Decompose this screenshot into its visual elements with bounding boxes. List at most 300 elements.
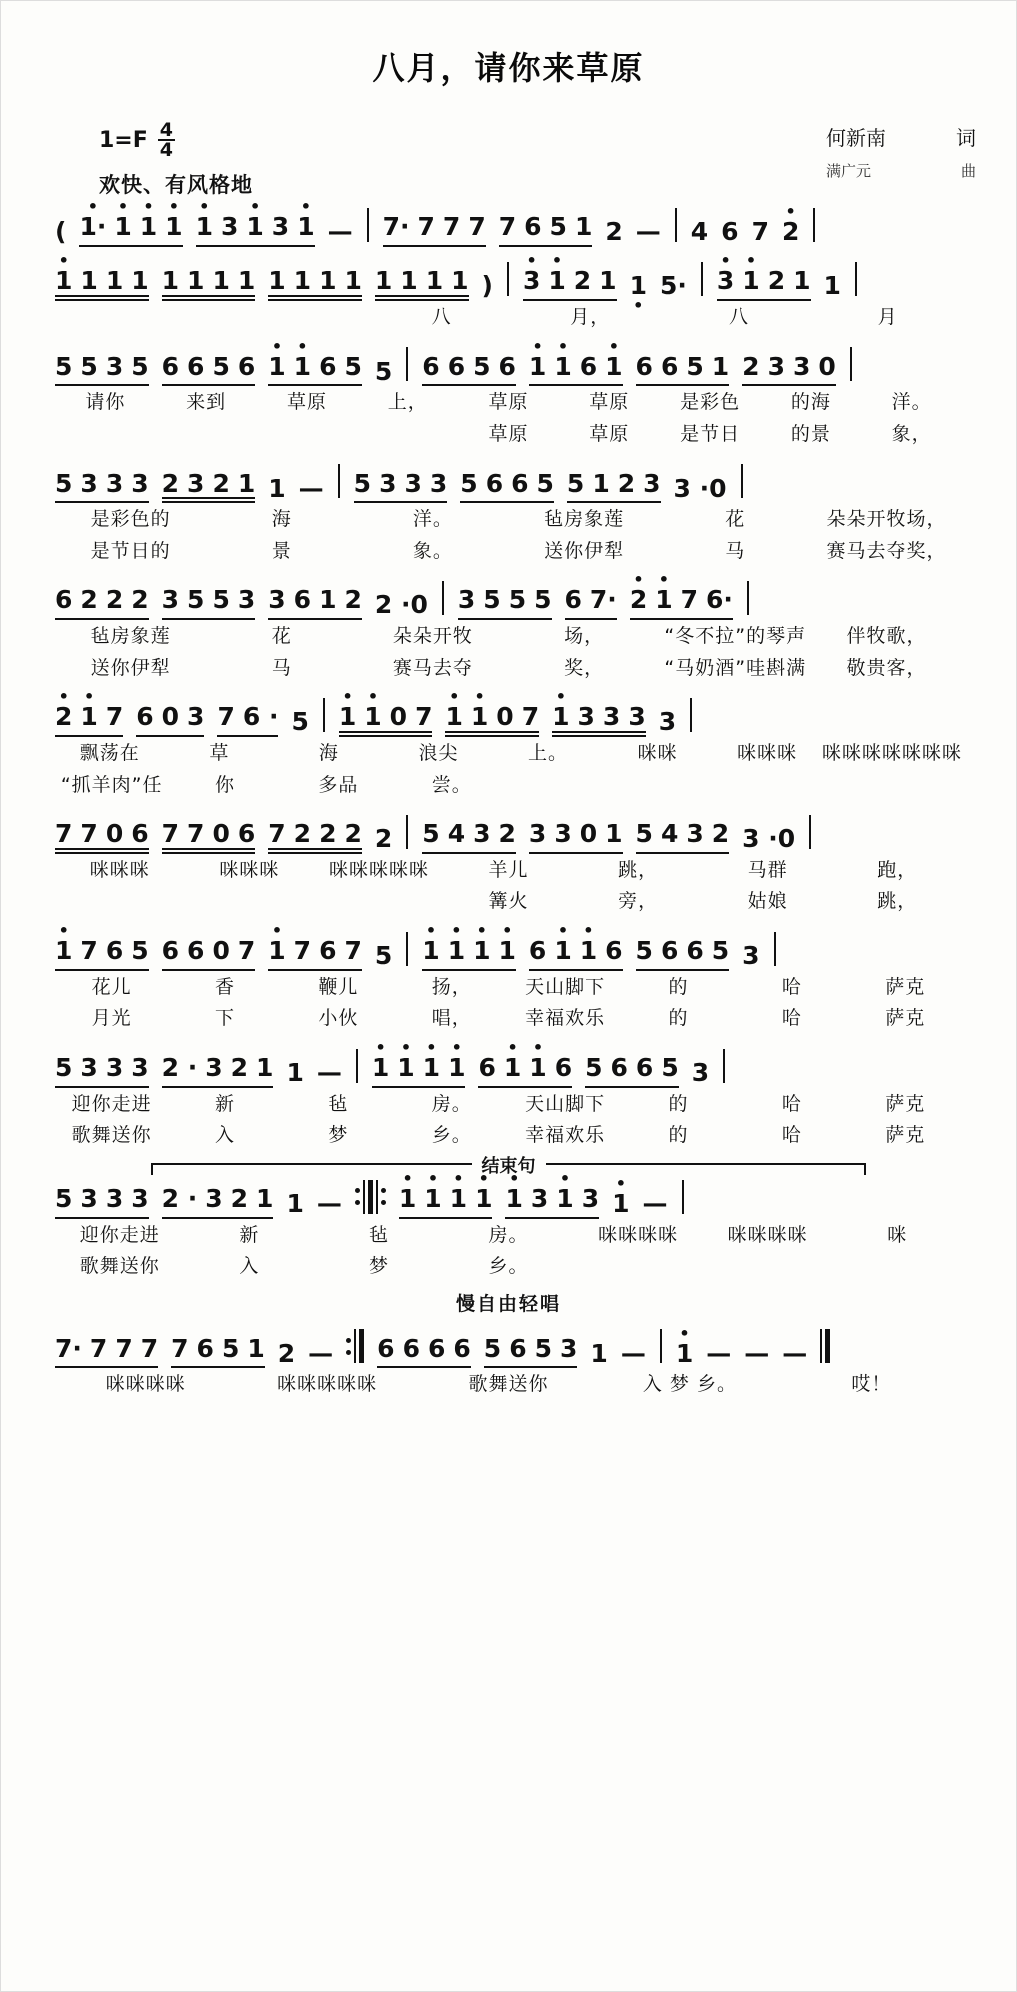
note: 5 [566,468,585,498]
note: 6 [422,351,440,381]
note: • 1 [422,937,439,966]
note: 0 [161,702,180,732]
note: 7 [161,819,180,849]
lyric-word [156,420,257,449]
note-group [55,353,149,387]
note-group [529,353,623,387]
note-group [529,820,623,854]
note: 7 [171,1333,189,1363]
note: 2 [344,819,362,849]
note: • 1 [499,937,516,966]
note: 3 [628,702,646,732]
lyric-word: 伴牧歌， [846,625,927,648]
note: 3 [205,1183,223,1213]
note-group [552,703,646,737]
hold-dash: — [298,473,324,503]
repeat-thin-bar [376,1180,378,1214]
note: • 1 [554,937,571,966]
music-system-2 [45,251,972,334]
note: 0 [496,702,514,732]
note: 6 [131,819,149,849]
note: 3 [560,1333,578,1363]
note-group [399,1185,493,1219]
note: • 1 [448,1054,465,1083]
notation-row [45,927,972,971]
note-group [372,1054,466,1088]
note: 3 ·0 [673,473,727,503]
note: • 1 [448,937,465,966]
lyric-word [55,303,367,332]
note: 1 [574,212,593,242]
note: 6 [237,351,256,381]
note: 5 [291,707,309,737]
note: 6 [660,351,679,381]
note: 3 [429,468,448,498]
note: • 1 [294,353,311,382]
note: 5 [212,585,230,615]
lyric-word: 来到 [186,391,227,414]
measure [373,213,671,247]
note-group [55,1335,158,1369]
note: 7 [140,1333,159,1363]
note: • 1 [397,1054,414,1083]
credit-composer-name: 满广元 [826,162,872,180]
note: 2 · [161,1183,198,1213]
lyric-word [185,887,315,916]
lyric-word: 哈 [781,1124,802,1147]
note: 5 [549,212,567,242]
note: 1 [247,1333,265,1363]
lyrics-row [45,769,972,800]
paren-open: ( [55,217,67,247]
note: 6 [524,212,542,242]
note-group [55,703,123,737]
note: • 1 [605,353,622,382]
note: 1 [286,1188,304,1218]
note-group [717,267,811,301]
hold-dash: — [744,1338,770,1368]
music-system-11 [45,1318,972,1401]
measure [389,1185,678,1219]
notation-row [45,576,972,620]
lyric-word: “马奶酒”哇斟满 [664,656,807,679]
measure [45,267,503,301]
hold-dash: — [316,1057,342,1087]
note: 1 [161,266,180,296]
note: 6 · [242,702,279,732]
note: 2 [498,819,516,849]
note-group [55,937,149,971]
note: • 1 [268,353,285,382]
note: • 1 [423,1054,440,1083]
note: • 1· [79,213,106,242]
lyric-word: 草原 [488,422,529,445]
lyric-word: 的 [668,1092,689,1115]
note: 3 [105,468,124,498]
note: 6 [402,1333,420,1363]
note: 5 [374,356,393,386]
note-group [529,937,623,971]
note: • 1 [475,1185,492,1214]
note: • 1 [655,586,672,615]
note: 1 [711,351,730,381]
note: 7 [187,819,205,849]
note: 1 [237,468,256,498]
note: 2 [131,585,149,615]
note: • 1 [372,1054,389,1083]
repeat-thin-bar [354,1329,356,1363]
notation-row [45,693,972,737]
note: 6 [528,936,547,966]
lyric-word: 入 [215,1124,236,1147]
note: 3 [792,351,811,381]
lyric-word [735,771,848,800]
lyric-word: 跳， [877,890,918,913]
note: 3 [80,1052,98,1082]
note-group [162,353,256,387]
lyric-word: 香 [215,975,236,998]
note: • 3 [717,267,734,296]
hold-dash: — [620,1338,646,1368]
note: • 1 [399,1185,416,1214]
note: 3 [131,1183,149,1213]
note: 2 [293,819,312,849]
final-thick-bar [825,1329,830,1363]
note: 7 [89,1333,108,1363]
note: 5 [353,468,372,498]
lyric-word: 尝。 [431,773,472,796]
lyric-word: 迎你走进 [71,1092,152,1115]
note: 3 [131,468,149,498]
lyric-word [509,771,622,800]
lyric-word [55,420,156,449]
lyric-word: 歌舞送你 [79,1255,160,1277]
note: 7 [55,819,73,849]
final-barline [820,1329,830,1363]
note-group [354,470,448,504]
note: 5 [344,351,362,381]
note-group [268,267,362,301]
barline [323,698,325,732]
barline [813,208,815,242]
lyric-word: 月 [877,306,898,328]
note: 6 [55,585,73,615]
note: 6 [485,468,504,498]
note: 3 [105,1183,124,1213]
note: 1 [80,266,98,296]
lyric-word: 小伙 [318,1007,359,1030]
note-group [499,213,593,247]
note: 5 [508,585,527,615]
credit-composer-role: 曲 [960,162,976,180]
measure [45,353,402,387]
barline [850,347,852,381]
lyric-word: 草 [209,742,230,765]
lyric-word: 咪咪咪咪 [598,1223,679,1246]
measure [45,937,402,971]
lyric-word: 咪咪咪咪咪 [328,858,429,881]
note: 1 [605,819,623,849]
lyric-word: 咪 [887,1223,908,1246]
lyric-word: 房。 [431,1092,472,1115]
note: 2 [742,351,760,381]
barline [855,262,857,296]
lyrics-row [45,1088,972,1119]
note: 1 [268,473,286,503]
note: 2 [230,1183,249,1213]
lyric-word: 浪尖 [418,742,459,765]
note: • 1 [554,353,571,382]
measure [45,1185,352,1219]
lyric-word: 哈 [781,1007,802,1030]
note: • 1 [473,937,490,966]
ending-label: 结束句 [472,1152,546,1178]
note: 7 [521,702,540,732]
lyric-word: 萨克 [885,1124,926,1147]
lyric-word: 是彩色 [680,391,741,414]
notation-row [45,1044,972,1088]
measure [45,703,319,737]
note-group [636,353,730,387]
note: 5 [80,351,98,381]
paren-close: ) [481,271,493,301]
note: 3 [379,468,397,498]
note-group [478,1054,572,1088]
note: 6 [564,585,582,615]
lyric-word: 下 [215,1007,236,1030]
barline [367,208,369,242]
time-signature-numerator: 4 [159,119,174,141]
note-group [55,1185,149,1219]
lyric-word [314,887,444,916]
note: • 1 [364,703,381,732]
note: 6 [161,351,180,381]
lyric-word: 朵朵开牧场， [826,508,947,531]
repeat-dots [355,1188,360,1205]
lyric-word: 毡房象莲 [90,625,171,648]
note: 3 [602,702,621,732]
measure [681,218,810,247]
note: 6 [554,1052,573,1082]
time-signature [158,119,175,162]
lyric-word: 是节日的 [90,539,171,562]
barline [406,932,408,966]
note: 5 [460,468,478,498]
note: 6 [686,936,704,966]
lyric-word: 哎！ [851,1373,892,1396]
note: 3 [554,819,572,849]
note-group [742,353,836,387]
note: 6 [610,1052,628,1082]
lyric-word: 景 [271,539,292,562]
note: 7 [344,936,362,966]
note: 5 [534,1333,552,1363]
note: • 1 [297,213,314,242]
free-tempo-label: 慢自由轻唱 [455,1293,561,1316]
note: 5 [635,936,653,966]
note-group [162,937,256,971]
note: 3 [581,1183,600,1213]
note: • 1 [196,213,213,242]
hold-dash: — [642,1188,668,1218]
note-group [523,267,617,301]
note: 4 [447,819,466,849]
repeat-thick-bar [359,1329,364,1363]
note-group [162,1054,274,1088]
music-system-8 [45,921,972,1036]
note: 3 [205,1052,223,1082]
note: 1 [793,266,811,296]
note: 2 [605,217,623,247]
note: 1 [237,266,256,296]
note: 6· [706,585,733,615]
lyric-word: 天山脚下 [525,975,606,998]
note: 7 [105,702,124,732]
note: 1 [344,266,362,296]
note: 2 [767,266,786,296]
note: 7 [80,819,98,849]
note: • 1 [529,1054,546,1083]
lyric-word [703,1252,833,1281]
lyric-word: 你 [215,773,236,796]
note: 5 [131,936,149,966]
measure [45,1054,352,1088]
note: 7 [417,212,435,242]
lyric-word: 的 [668,1007,689,1030]
note: • 1 [165,213,182,242]
lyric-word: 象。 [412,539,453,562]
note: 3 [187,468,205,498]
note: 3 [742,941,760,971]
lyric-word: 幸福欢乐 [525,1124,606,1147]
note-group [55,267,149,301]
note: • 1 [445,703,462,732]
note: 6 [579,351,598,381]
note-group [79,213,182,247]
note-group [375,267,469,301]
lyric-word [622,771,735,800]
note: • 1 [268,937,285,966]
note: 7· [55,1333,82,1363]
notation-row [45,1324,972,1368]
lyric-word: 海 [318,742,339,765]
note: 5 [221,1333,240,1363]
lyric-word: 草原 [488,391,529,414]
note-group [484,1335,578,1369]
lyric-word: 朵朵开牧 [392,625,473,648]
key-signature: 1=F [99,127,148,153]
lyric-word: 的景 [790,422,831,445]
credits-block [826,119,976,186]
note: • 1 [552,703,569,732]
note: 5 [661,1052,679,1082]
notation-row [45,342,972,386]
note: 1 [187,266,205,296]
note-group [422,353,516,387]
note: 6 [161,936,180,966]
tempo-marking: 欢快、有风格地 [99,173,253,197]
note-group [162,820,256,854]
lyric-word: 上。 [528,742,569,765]
lyric-word: 草原 [286,391,327,414]
note: 3 [658,707,677,737]
lyric-word: 毡 [328,1092,349,1115]
notation-row [45,810,972,854]
time-signature-denominator: 4 [159,139,174,162]
note: 0 [212,936,230,966]
lyric-word: 鞭儿 [318,975,359,998]
note-group [162,586,256,620]
lyric-word: 赛马去夺 [392,656,473,679]
note: 1 [592,468,610,498]
note: 3 [528,819,547,849]
barline [690,698,692,732]
credit-lyricist-name: 何新南 [826,126,886,150]
lyric-word: 幸福欢乐 [525,1007,606,1030]
ending-section-rule [151,1155,866,1177]
lyric-word: 八 [728,306,749,328]
barline [701,262,703,296]
note: 7 [498,212,517,242]
note: 1 [293,266,312,296]
measure [513,267,697,301]
note: 3 [105,1052,124,1082]
lyric-word: 请你 [85,391,126,414]
lyrics-row [45,1119,972,1150]
note: 0 [818,351,836,381]
barline [660,1329,662,1363]
lyric-word: 奖， [564,656,605,679]
note: 6 [605,936,623,966]
note: 3 [271,212,290,242]
note: 7 [237,936,256,966]
notation-row [45,459,972,503]
barline [356,1049,358,1083]
note: 5 [635,819,653,849]
repeat-barline [346,1329,364,1363]
note: • 1 [471,703,488,732]
lyrics-row [45,971,972,1002]
note: 2 · [161,1052,198,1082]
music-system-10 [45,1169,972,1284]
note: 1 [451,266,469,296]
note-group [636,937,730,971]
note: • 1 [450,1185,467,1214]
lyric-word [832,1252,962,1281]
repeat-thick-bar [368,1180,373,1214]
note: 5 [212,351,230,381]
note: 6 [721,217,739,247]
note: 6 [635,351,653,381]
lyric-word: 旁， [618,890,659,913]
note: 7· [382,212,410,242]
note: 2 ·0 [374,590,428,620]
note: 2 [161,468,180,498]
note: 5 [55,1183,73,1213]
note: 6 [319,936,337,966]
music-system-7 [45,804,972,919]
lyrics-row [45,418,972,449]
notation-row [45,1175,972,1219]
lyric-word: 天山脚下 [525,1092,606,1115]
note: 5 [131,351,149,381]
lyric-word: 多品 [318,773,359,796]
music-system-9 [45,1038,972,1153]
note: 1 [319,266,337,296]
lyrics-row [45,620,972,651]
lyrics-row [45,1219,972,1250]
note: 3 [80,468,98,498]
